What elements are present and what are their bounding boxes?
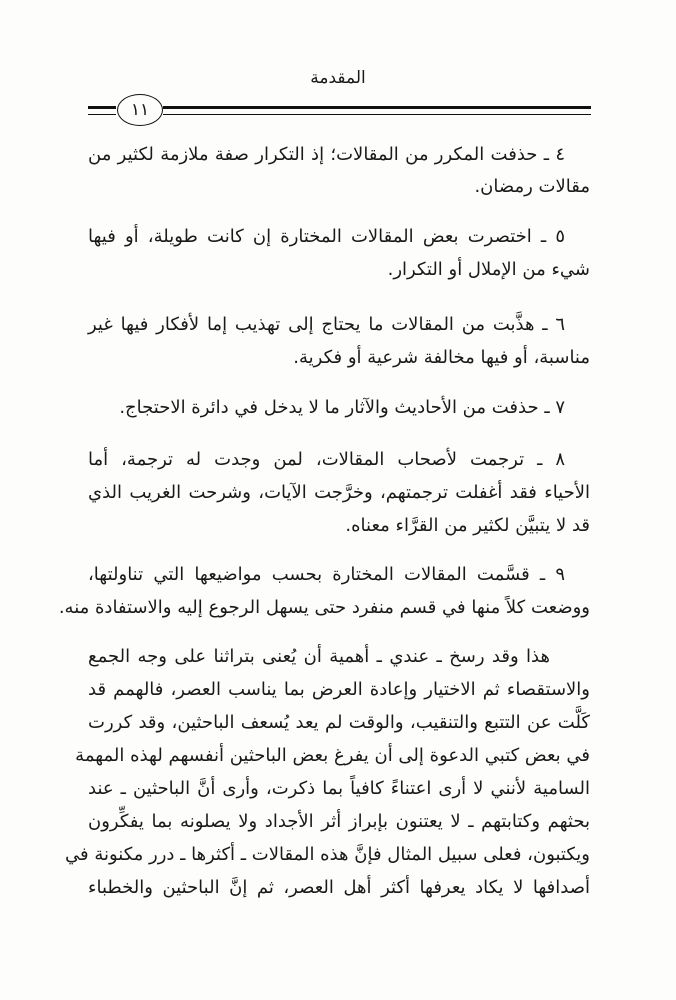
text-line: ووضعت كلاً منها في قسم منفرد حتى يسهل الرجوع إليه والاستفادة منه.	[58, 597, 590, 618]
text-line: ٨ ـ ترجمت لأصحاب المقالات، لمن وجدت له ترجمة، أما	[88, 449, 565, 470]
text-line: السامية لأنني لا أرى اعتناءً كافياً بما ذكرت، وأرى أنَّ الباحثين ـ عند	[88, 778, 590, 799]
header-rule-right	[163, 106, 591, 115]
text-line: ٦ ـ هذَّبت من المقالات ما يحتاج إلى تهذيب إما لأفكار فيها غير	[88, 314, 565, 335]
text-line: ٥ ـ اختصرت بعض المقالات المختارة إن كانت طويلة، أو فيها	[88, 226, 565, 247]
text-line: شيء من الإملال أو التكرار.	[387, 259, 590, 280]
text-line: هذا وقد رسخ ـ عندي ـ أهمية أن يُعنى بتراثنا على وجه الجمع	[88, 646, 550, 667]
text-line: مقالات رمضان.	[474, 176, 590, 197]
page-header-title: المقدمة	[310, 68, 366, 88]
text-line: أصدافها لا يكاد يعرفها أكثر أهل العصر، ثم إنَّ الباحثين والخطباء	[88, 877, 590, 898]
text-line: كَلَّت عن التتبع والتنقيب، والوقت لم يعد يُسعف الباحثين، وقد كررت	[88, 712, 590, 733]
page-number-badge: ١١	[117, 94, 163, 126]
text-line: قد لا يتبيَّن لكثير من القرَّاء معناه.	[345, 515, 590, 536]
header-rule-left	[88, 106, 116, 115]
text-line: والاستقصاء ثم الاختيار وإعادة العرض بما يناسب العصر، فالهمم قد	[88, 679, 590, 700]
text-line: الأحياء فقد أغفلت ترجمتهم، وخرَّجت الآيات، وشرحت الغريب الذي	[88, 482, 590, 503]
text-line: مناسبة، أو فيها مخالفة شرعية أو فكرية.	[293, 347, 590, 368]
text-line: ٤ ـ حذفت المكرر من المقالات؛ إذ التكرار صفة ملازمة لكثير من	[88, 144, 565, 165]
text-line: بحثهم وكتابتهم ـ لا يعتنون بإبراز أثر الأجداد ولا يصلونه بما يفكِّرون	[88, 811, 590, 832]
text-line: في بعض كتبي الدعوة إلى أن يفرغ بعض الباحثين أنفسهم لهذه المهمة	[75, 745, 590, 766]
text-line: ٧ ـ حذفت من الأحاديث والآثار ما لا يدخل في دائرة الاحتجاج.	[119, 397, 565, 418]
text-line: ٩ ـ قسَّمت المقالات المختارة بحسب مواضيعها التي تناولتها،	[88, 564, 565, 585]
text-line: ويكتبون، فعلى سبيل المثال فإنَّ هذه المقالات ـ أكثرها ـ درر مكنونة في	[64, 844, 590, 865]
